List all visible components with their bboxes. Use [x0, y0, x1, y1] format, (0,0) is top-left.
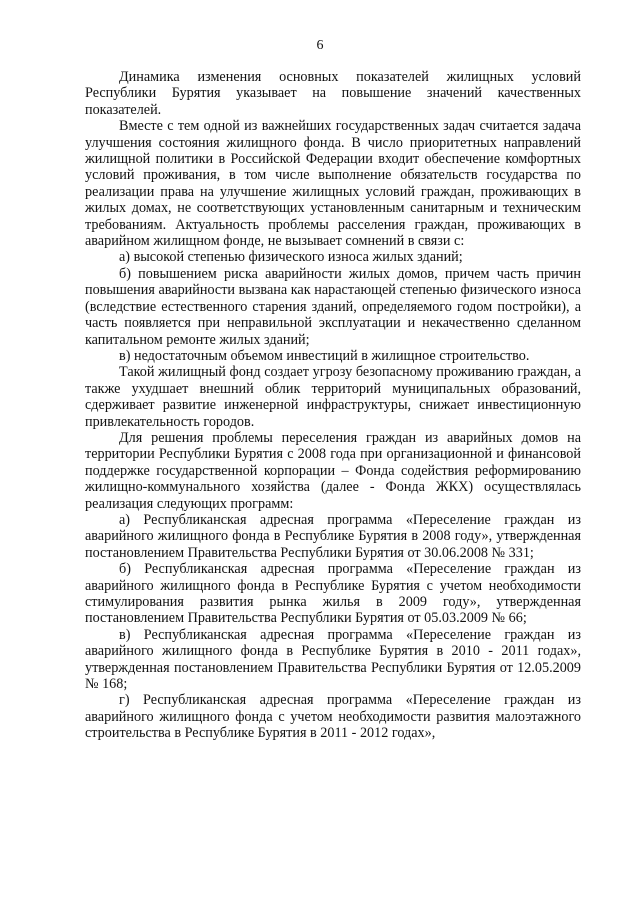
list-item-physical-wear: а) высокой степенью физического износа жилых зданий; — [119, 249, 463, 266]
document-body — [85, 69, 581, 742]
paragraph-housing-fund-task: Вместе с тем одной из важнейших государственных задач считается задача улучшения состояния жилищного фонда. В число приоритетных направлений жилищной политики в Российской Федерации входит обеспечение комфортных условий проживания, в том числе выполнение обязательств государства по реализации права на улучшение жилищных условий граждан, проживающих в жилых домах, не соответствующих установленным санитарным и техническим требованиям. Актуальность проблемы расселения граждан, проживающих в аварийном жилищном фонде, не вызывает сомнений в связи с: — [85, 118, 581, 250]
paragraph-programs-intro: Для решения проблемы переселения граждан из аварийных домов на территории Республики Бурятия с 2008 года при организационной и финансовой поддержке государственной корпорации – Фонда содействия реформированию жилищно-коммунального хозяйства (далее - Фонда ЖКХ) осуществлялась реализация следующих программ: — [85, 429, 581, 512]
program-item-2009: б) Республиканская адресная программа «Переселение граждан из аварийного жилищного фонда в Республике Бурятия с учетом необходимости стимулирования развития рынка жилья в 2009 году», утвержденная постановлением Правительства Республики Бурятия от 05.03.2009 № 66; — [85, 561, 581, 627]
paragraph-indicators-dynamics: Динамика изменения основных показателей жилищных условий Республики Бурятия указывает на повышение значений качественных показателей. — [85, 69, 581, 118]
list-item-insufficient-investment: в) недостаточным объемом инвестиций в жилищное строительство. — [119, 347, 530, 364]
program-item-2010-2011: в) Республиканская адресная программа «Переселение граждан из аварийного жилищного фонда в Республике Бурятия в 2010 - 2011 годах», утвержденная постановлением Правительства Республики Бурятия от 12.05.2009 № 168; — [85, 626, 581, 693]
program-item-2008: а) Республиканская адресная программа «Переселение граждан из аварийного жилищного фонда в Республике Бурятия в 2008 году», утвержденная постановлением Правительства Республики Бурятия от 30.06.2008 № 331; — [85, 511, 581, 561]
paragraph-threat: Такой жилищный фонд создает угрозу безопасному проживанию граждан, а также ухудшает внешний облик территорий муниципальных образований, сдерживает развитие инженерной инфраструктуры, снижает инвестиционную привлекательность городов. — [85, 364, 581, 430]
page-number: 6 — [316, 38, 324, 53]
list-item-accident-risk: б) повышением риска аварийности жилых домов, причем часть причин повышения аварийности вызвана как нарастающей степенью физического износа (вследствие естественного старения зданий, определяемого годом постройки), а часть появляется при неправильной эксплуатации и некачественно сделанном капитальном ремонте жилых зданий; — [85, 265, 581, 348]
program-item-2011-2012: г) Республиканская адресная программа «Переселение граждан из аварийного жилищного фонда с учетом необходимости развития малоэтажного строительства в Республике Бурятия в 2011 - 2012 годах», — [85, 692, 581, 742]
